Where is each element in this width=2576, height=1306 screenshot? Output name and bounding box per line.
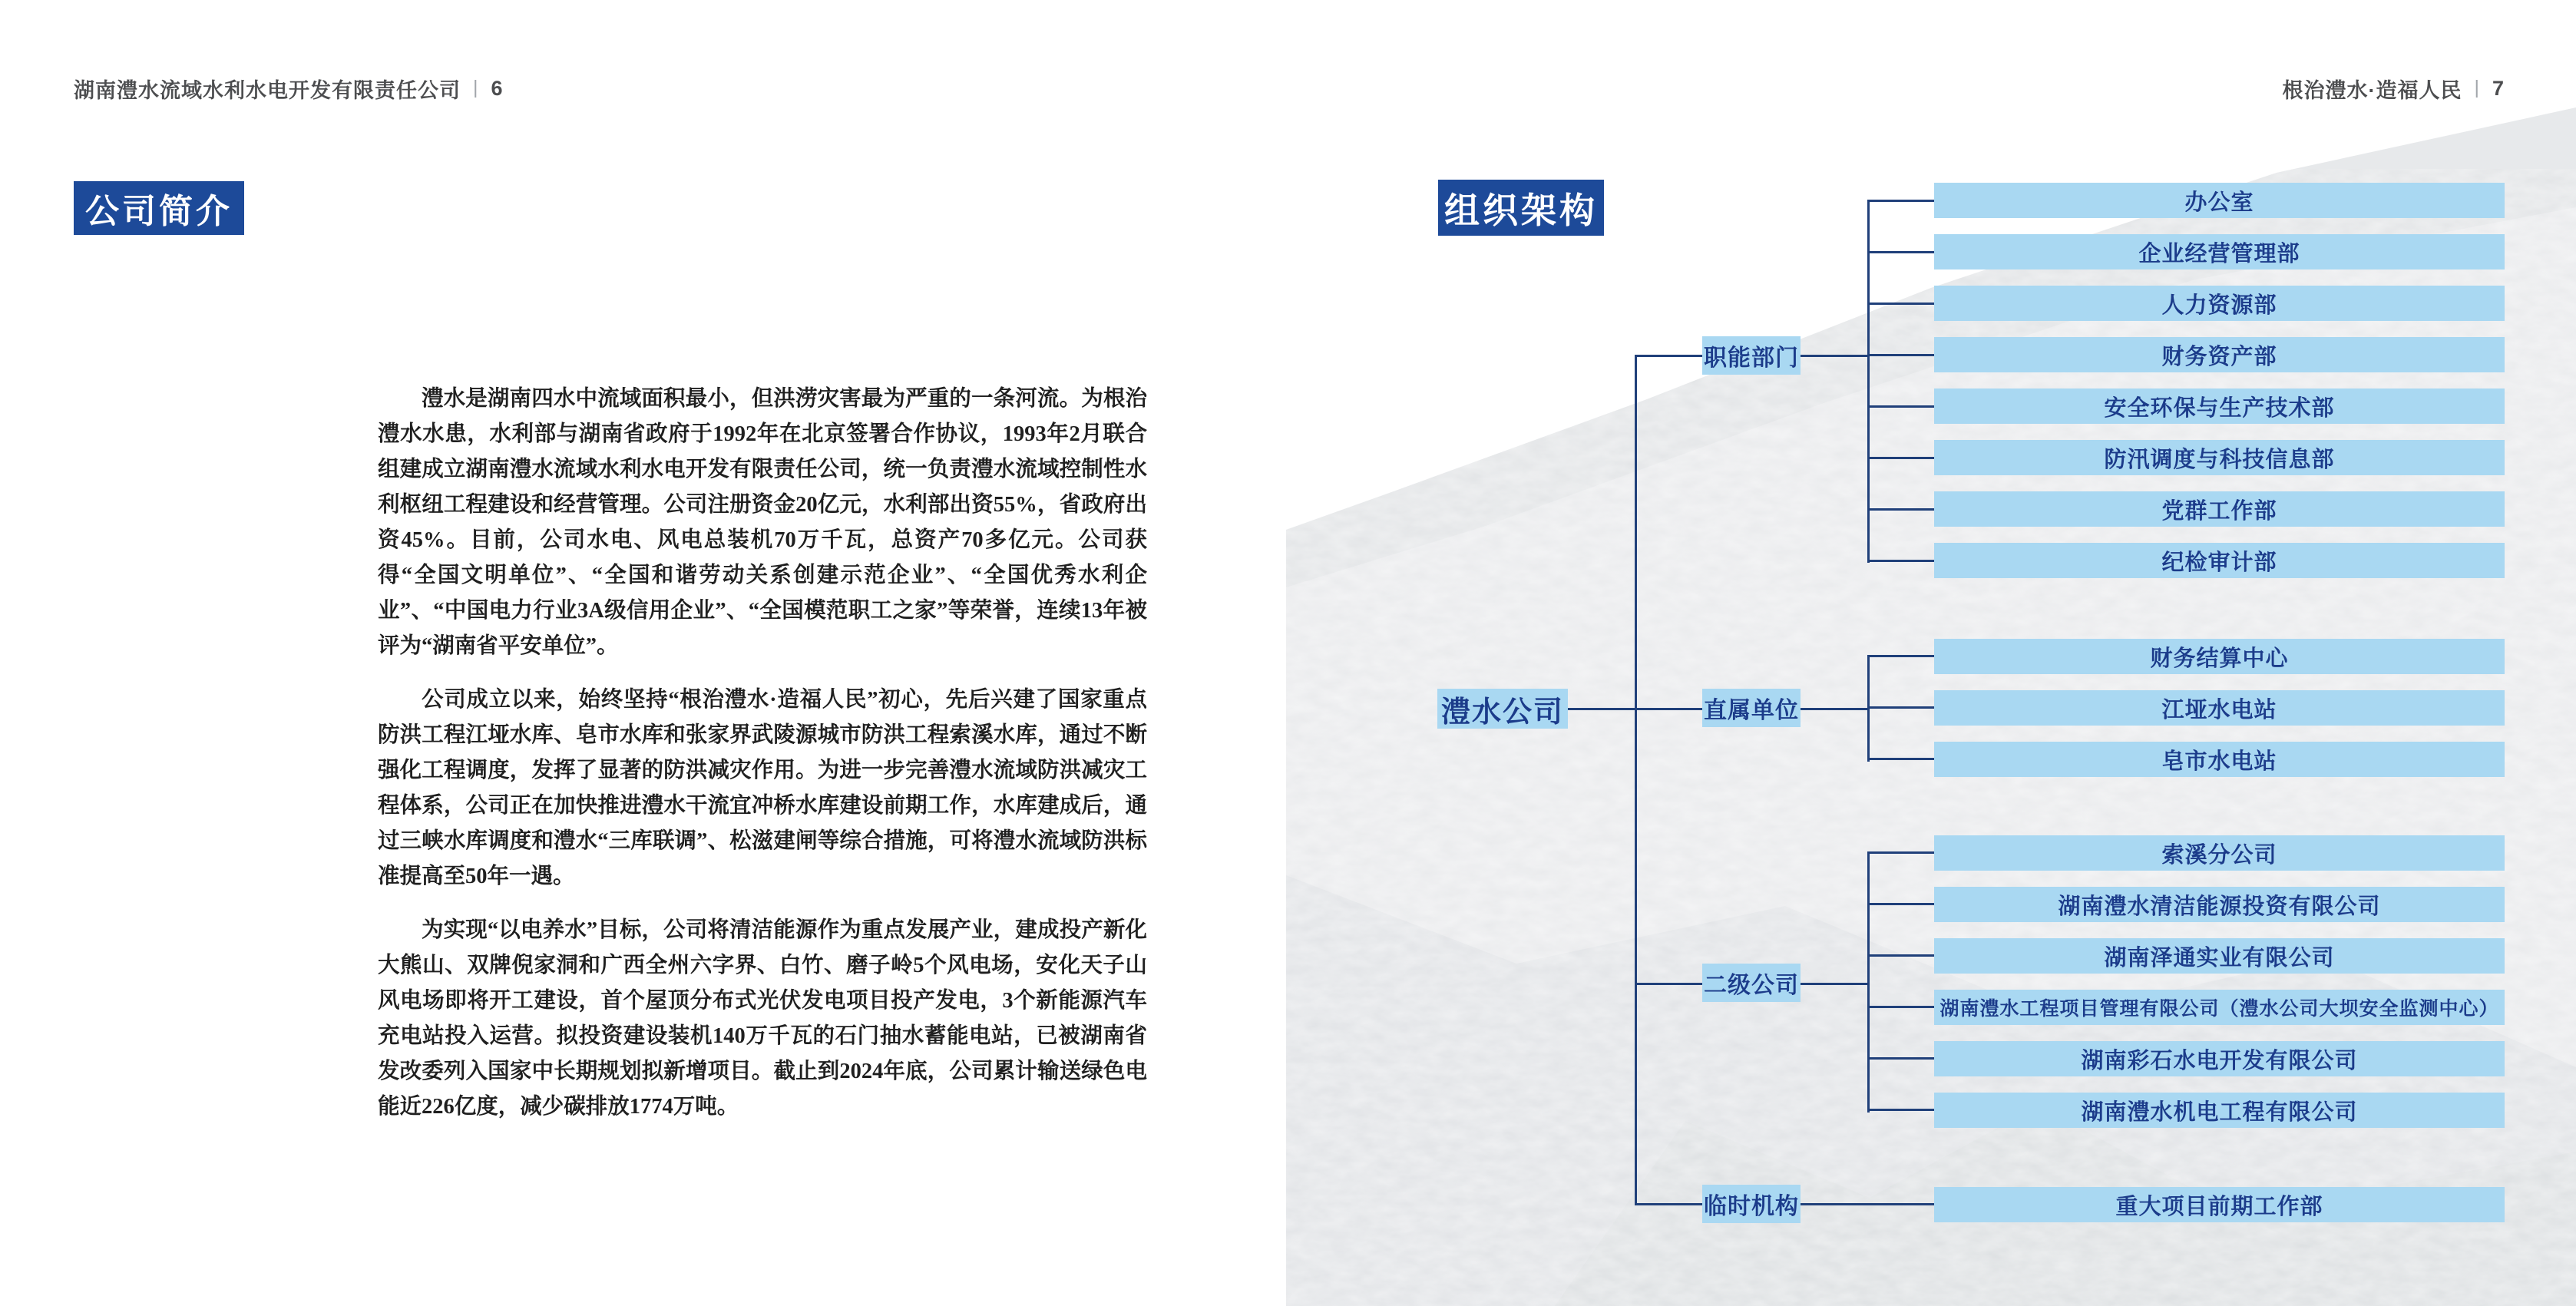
org-leaf: 纪检审计部: [1934, 543, 2505, 578]
org-connector: [1867, 1057, 1934, 1060]
org-connector: [1568, 708, 1702, 710]
org-connector: [1801, 355, 1870, 357]
org-connector: [1635, 983, 1705, 985]
org-connector: [1867, 508, 1934, 511]
org-category-temporary-org: 临时机构: [1702, 1185, 1801, 1223]
org-connector: [1867, 954, 1934, 957]
section-title-company-intro: 公司简介: [74, 181, 244, 235]
org-leaf: 皂市水电站: [1934, 742, 2505, 777]
org-connector: [1867, 1006, 1934, 1008]
org-connector: [1801, 708, 1870, 710]
intro-paragraph-2: 公司成立以来，始终坚持“根治澧水·造福人民”初心，先后兴建了国家重点防洪工程江垭水库、皂市水库和张家界武陵源城市防洪工程索溪水库，通过不断强化工程调度，发挥了显著的防洪减灾作用。为进一步完善澧水流域防洪减灾工程体系，公司正在加快推进澧水干流宜冲桥水库建设前期工作，水库建成后，通过三峡水库调度和澧水“三库联调”、松滋建闸等综合措施，可将澧水流域防洪标准提高至50年一遇。: [378, 688, 1147, 888]
company-name: 湖南澧水流域水利水电开发有限责任公司: [74, 79, 461, 102]
header-separator: |: [473, 77, 479, 98]
intro-paragraph-3: 为实现“以电养水”目标，公司将清洁能源作为重点发展产业，建成投产新化大熊山、双牌倪家洞和广西全州六字界、白竹、磨子岭5个风电场，安化天子山风电场即将开工建设，首个屋顶分布式光伏发电项目投产发电，3个新能源汽车充电站投入运营。拟投资建设装机140万千瓦的石门抽水蓄能电站，已被湖南省发改委列入国家中长期规划拟新增项目。截止到2024年底，公司累计输送绿色电能近226亿度，减少碳排放1774万吨。: [378, 918, 1147, 1119]
org-connector: [1867, 354, 1934, 356]
org-category-direct-units: 直属单位: [1702, 689, 1801, 727]
org-leaf: 湖南澧水工程项目管理有限公司（澧水公司大坝安全监测中心）: [1934, 990, 2505, 1025]
org-leaf: 湖南澧水清洁能源投资有限公司: [1934, 887, 2505, 922]
org-connector: [1867, 200, 1934, 202]
org-connector: [1801, 1203, 1934, 1205]
org-leaf: 办公室: [1934, 183, 2505, 218]
org-root-node: 澧水公司: [1437, 689, 1568, 729]
org-connector: [1867, 251, 1934, 253]
org-leaf: 湖南泽通实业有限公司: [1934, 938, 2505, 974]
org-leaf: 湖南彩石水电开发有限公司: [1934, 1041, 2505, 1076]
org-leaf: 党群工作部: [1934, 491, 2505, 527]
org-leaf: 人力资源部: [1934, 286, 2505, 321]
page-number-right: 7: [2492, 77, 2505, 100]
org-connector: [1635, 355, 1705, 357]
org-connector: [1801, 983, 1870, 985]
org-connector: [1867, 706, 1934, 709]
org-leaf: 财务资产部: [1934, 337, 2505, 372]
header-separator: |: [2474, 77, 2480, 98]
org-leaf: 防汛调度与科技信息部: [1934, 440, 2505, 475]
page-number-left: 6: [491, 77, 504, 100]
section-title-org-structure: 组织架构: [1438, 180, 1604, 236]
org-connector: [1867, 303, 1934, 305]
org-leaf: 湖南澧水机电工程有限公司: [1934, 1093, 2505, 1128]
org-category-subsidiaries: 二级公司: [1702, 964, 1801, 1002]
org-connector-trunk: [1635, 355, 1637, 1205]
org-connector-bracket: [1867, 851, 1870, 1113]
slogan: 根治澧水·造福人民: [2282, 79, 2462, 102]
org-leaf: 企业经营管理部: [1934, 234, 2505, 269]
org-connector: [1867, 457, 1934, 459]
org-category-functional-depts: 职能部门: [1702, 336, 1801, 375]
org-leaf: 安全环保与生产技术部: [1934, 388, 2505, 424]
org-connector: [1867, 1109, 1934, 1111]
org-connector: [1867, 560, 1934, 562]
org-connector: [1867, 758, 1934, 760]
org-leaf: 重大项目前期工作部: [1934, 1187, 2505, 1222]
org-connector: [1867, 405, 1934, 408]
org-leaf: 财务结算中心: [1934, 639, 2505, 674]
org-connector: [1867, 851, 1934, 854]
org-leaf: 江垭水电站: [1934, 690, 2505, 726]
org-leaf: 索溪分公司: [1934, 835, 2505, 871]
intro-paragraph-1: 澧水是湖南四水中流域面积最小，但洪涝灾害最为严重的一条河流。为根治澧水水患，水利部与湖南省政府于1992年在北京签署合作协议，1993年2月联合组建成立湖南澧水流域水利水电开发有限责任公司，统一负责澧水流域控制性水利枢纽工程建设和经营管理。公司注册资金20亿元，水利部出资55%，省政府出资45%。目前，公司水电、风电总装机70万千瓦，总资产70多亿元。公司获得“全国文明单位”、“全国和谐劳动关系创建示范企业”、“全国优秀水利企业”、“中国电力行业3A级信用企业”、“全国模范职工之家”等荣誉，连续13年被评为“湖南省平安单位”。: [378, 387, 1147, 658]
org-connector: [1867, 655, 1934, 657]
org-connector: [1635, 1203, 1705, 1205]
org-connector: [1867, 903, 1934, 905]
